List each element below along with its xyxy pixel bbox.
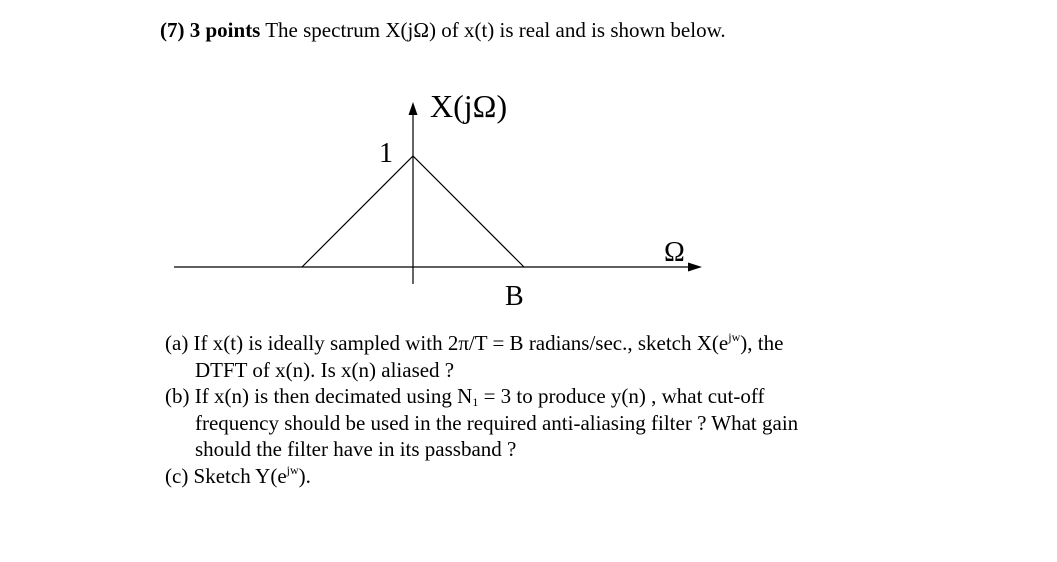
cutoff-label: B [505,281,524,312]
question-b-continuation: frequency should be used in the required anti-aliasing filter ? What gain [195,410,799,435]
question-a: (a) If x(t) is ideally sampled with 2π/T = B radians/sec., sketch $X(e^{jw})$, the [165,330,784,355]
x-axis-label: Ω [664,237,685,268]
problem-statement: The spectrum X(jΩ) of x(t) is real and is shown below. [265,18,726,42]
peak-value-label: 1 [379,138,393,169]
problem-number: (7) [160,18,185,42]
question-a-continuation: DTFT of x(n). Is x(n) aliased ? [195,357,455,382]
y-axis-label: X(jΩ) [430,88,508,124]
question-b-continuation-2: should the filter have in its passband ? [195,437,517,461]
question-b: (b) If x(n) is then decimated using $N_1 = 3$ to produce y(n) , what cut-off [165,384,765,409]
omega-axis-arrowhead [688,263,702,272]
points-label: 3 points [189,18,261,42]
question-list [165,330,925,489]
question-c: (c) Sketch $Y(e^{jw})$. [165,462,311,488]
magnitude-axis-arrowhead [409,102,418,115]
